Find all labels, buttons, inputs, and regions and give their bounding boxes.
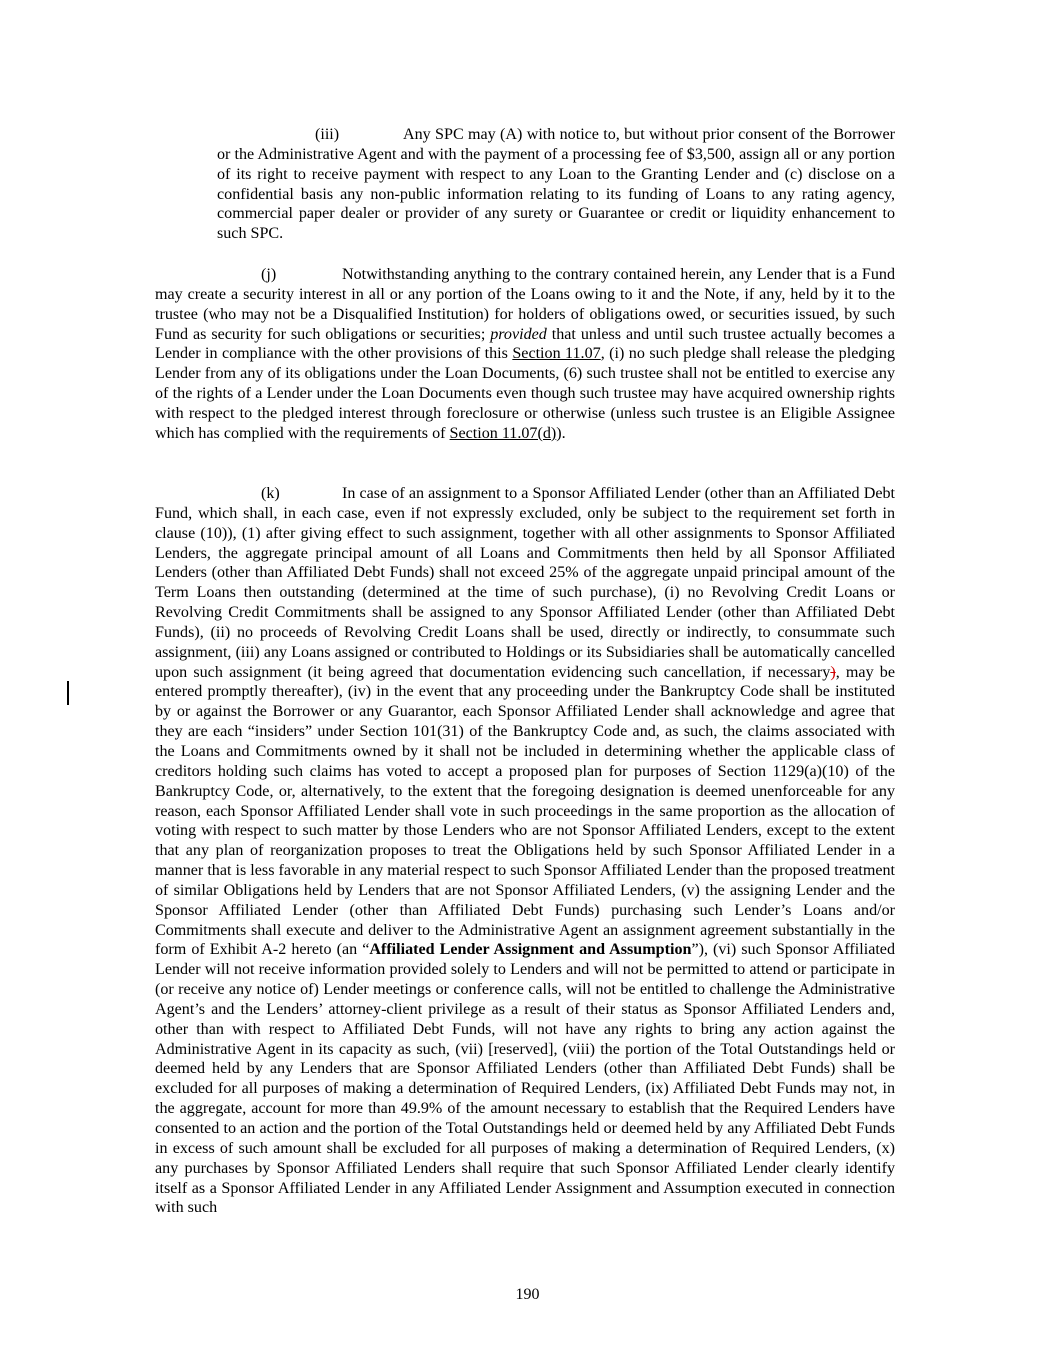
section-reference-11-07-d: Section 11.07(d) [449, 424, 557, 442]
paragraph-j-text-4: ). [556, 424, 566, 442]
paragraph-k-text-1: In case of an assignment to a Sponsor Affiliated Lender (other than an Affiliated Debt Fund, which shall, in each case, even if not expressly excluded, only be subject to the requirement set forth in clause (10)), (1) after giving effect to such assignment, together with all other assignments to Sponsor Affiliated Lenders, the aggregate principal amount of all Loans and Commitments then held by all Sponsor Affiliated Lenders (other than Affiliated Debt Funds) shall not exceed 25% of the aggregate unpaid principal amount of the Term Loans then outstanding (determined at the time of such purchase), (i) no Revolving Credit Loans or Revolving Credit Commitments shall be assigned to any Sponsor Affiliated Lender (other than Affiliated Debt Funds), (ii) no proceeds of Revolving Credit Loans shall be used, directly or indirectly, to consummate such assignment, (iii) any Loans assigned or contributed to Holdings or its Subsidiaries shall be automatically cancelled upon such assignment (it being agreed that documentation evidencing such cancellation, if necessary [155, 485, 895, 681]
provided-term: provided [490, 325, 547, 343]
section-reference-11-07: Section 11.07 [512, 345, 601, 363]
revision-change-bar [67, 681, 69, 705]
paragraph-j-marker: (j) [261, 266, 277, 283]
paragraph-j-text-3: , (i) no such pledge shall release the pledging Lender from any of its obligations under the Loan Documents, (6) such trustee shall not be entitled to exercise any of the rights of a Lender under the Loan Documents even though such trustee may have acquired ownership rights with respect to the pledged interest through foreclosure or otherwise (unless such trustee is an Eligible Assignee which has complied with the requirements of [155, 345, 895, 442]
paragraph-j [155, 265, 895, 444]
page-number: 190 [515, 1286, 540, 1303]
paragraph-iii [217, 125, 895, 244]
paragraph-k [155, 484, 895, 1218]
paragraph-j-text-1: Notwithstanding anything to the contrary contained herein, any Lender that is a Fund may create a security interest in all or any portion of the Loans owing to it and the Note, if any, held by it to the trustee (who may not be a Disqualified Institution) for holders of obligations owed, or securities issued, by such Fund as security for such obligations or securities; [155, 266, 895, 343]
paragraph-iii-text: Any SPC may (A) with notice to, but without prior consent of the Borrower or the Administrative Agent and with the payment of a processing fee of $3,500, assign all or any portion of its right to receive payment with respect to any Loan to the Granting Lender and (c) disclose on a confidential basis any non-public information relating to its funding of Loans to any rating agency, commercial paper dealer or provider of any surety or Guarantee or credit or liquidity enhancement to such SPC. [217, 126, 895, 243]
paragraph-k-marker: (k) [261, 485, 280, 502]
paragraph-k-text-2: , may be entered promptly thereafter), (iv) in the event that any proceeding under the Bankruptcy Code shall be instituted by or against the Borrower or any Guarantor, each Sponsor Affiliated Lender shall acknowledge and agree that they are each “insiders” under Section 101(31) of the Bankruptcy Code and, as such, the claims associated with the Loans and Commitments owned by it shall not be included in determining whether the applicable class of creditors holding such claims has voted to accept a proposed plan for purposes of Section 1129(a)(10) of the Bankruptcy Code, or, alternatively, to the extent that the foregoing designation is deemed unenforceable for any reason, each Sponsor Affiliated Lender shall vote in such proceedings in the same proportion as the allocation of voting with respect to such matter by those Lenders who are not Sponsor Affiliated Lenders, except to the extent that any plan of reorganization proposes to treat the Obligations held by such Sponsor Affiliated Lender in a manner that is less favorable in any material respect to such Sponsor Affiliated Lender than the proposed treatment of similar Obligations held by Lenders that are not Sponsor Affiliated Lenders, (v) the assigning Lender and the Sponsor Affiliated Lender (other than Affiliated Debt Funds) purchasing such Lender’s Loans and/or Commitments shall execute and deliver to the Administrative Agent an assignment agreement substantially in the form of Exhibit A-2 hereto (an “ [155, 663, 896, 959]
paragraph-iii-marker: (iii) [315, 126, 340, 143]
paragraph-k-text-3: ”), (vi) such Sponsor Affiliated Lender will not receive information provided solely to Lenders and will not be permitted to attend or participate in (or receive any notice of) Lender meetings or conference calls, will not be entitled to challenge the Administrative Agent’s and the Lenders’ attorney-client privilege as a result of their status as Sponsor Affiliated Lenders and, other than with respect to Affiliated Debt Funds, will not have any rights to bring any action against the Administrative Agent in its capacity as such, (vii) [reserved], (viii) the portion of the Total Outstandings held or deemed held by any Lenders that are Sponsor Affiliated Lenders (other than Affiliated Debt Funds) shall be excluded for all purposes of making a determination of Required Lenders, (ix) Affiliated Debt Funds may not, in the aggregate, account for more than 49.9% of the amount necessary to establish that the Required Lenders have consented to an action and the portion of the Total Outstandings held or deemed held by any Affiliated Debt Funds in excess of such amount shall be excluded for all purposes of making a determination of Required Lenders, (x) any purchases by Sponsor Affiliated Lenders shall require that such Sponsor Affiliated Lender clearly identify itself as a Sponsor Affiliated Lender in any Affiliated Lender Assignment and Assumption executed in connection with such [155, 941, 895, 1217]
defined-term-affiliated-lender-assignment: Affiliated Lender Assignment and Assumption [369, 941, 692, 959]
paragraph-j-text-2: that unless and until such trustee actually becomes a Lender in compliance with the other provisions of this [155, 325, 895, 363]
redline-deletion: ) [830, 663, 836, 681]
